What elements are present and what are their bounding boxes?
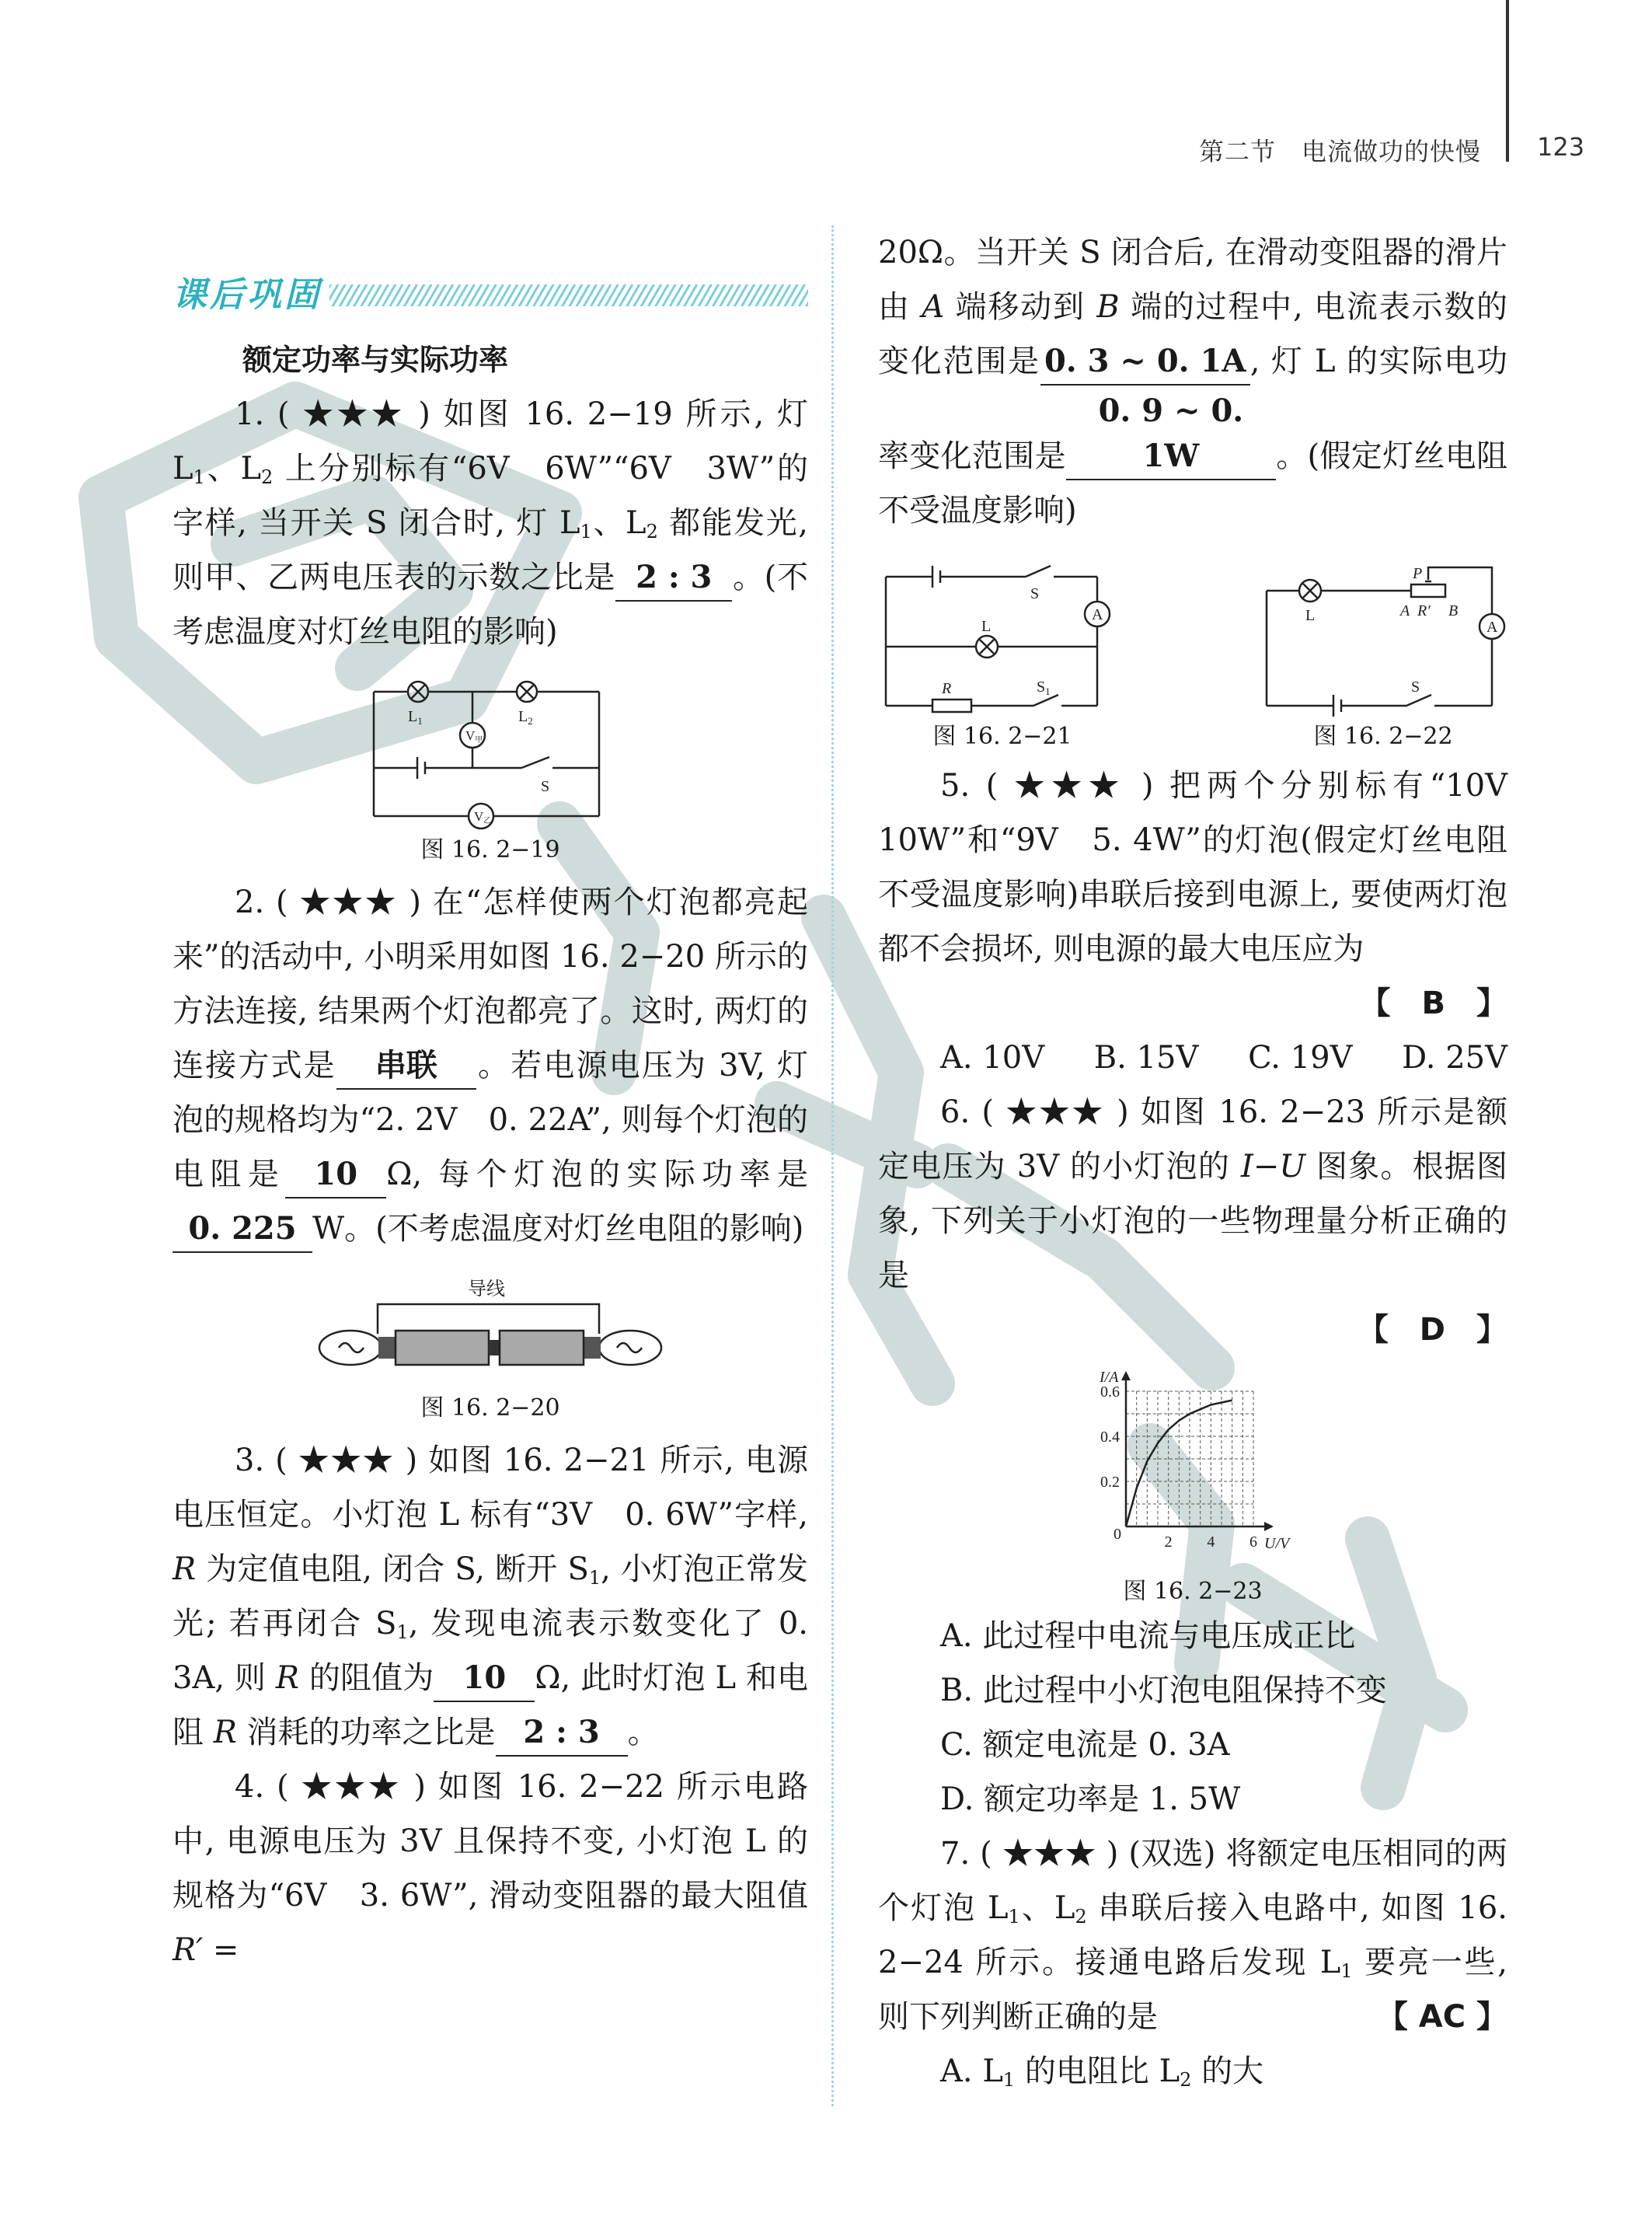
header-section-title: 第二节 电流做功的快慢: [1198, 137, 1481, 166]
subsection-title: 额定功率与实际功率: [242, 343, 509, 377]
q5-option-b: B. 15V: [1093, 1040, 1199, 1076]
label-l2: $L_2$: [518, 708, 533, 727]
circuit-diagram-19: [366, 675, 615, 830]
label-lamp: L: [1305, 607, 1316, 624]
q1-text: 1. ( ★★★ ) 如图 16. 2−19 所示, 灯 L: [173, 396, 808, 487]
y-tick-label: 0.6: [1100, 1383, 1120, 1401]
q3-text: 。: [627, 1715, 659, 1750]
figure-16-2-23: [878, 1362, 1507, 1609]
column-divider: [831, 225, 834, 2106]
label-v-yi: V乙: [474, 809, 492, 825]
q4-answer-power: 0. 9 ~ 0. 1W: [1066, 389, 1276, 480]
label-switch-s: S: [1030, 585, 1040, 602]
q2-answer-power: 0. 225: [173, 1206, 312, 1253]
q7-text: 串联后接入电路中, 如图 16. 2−24 所示。接通电路后发现 L: [878, 1890, 1507, 1980]
label-end-b: B: [1448, 602, 1459, 619]
q2-answer-resistance: 10: [285, 1152, 386, 1198]
q1-text: 。(不考虑温度对灯丝电阻的影响): [173, 560, 809, 650]
page-number: 123: [1537, 132, 1585, 162]
q3-text: 消耗的功率之比是: [236, 1715, 496, 1750]
label-switch: S: [541, 778, 550, 795]
q1-sub: 2: [261, 466, 274, 488]
circuit-diagram-22: [1259, 561, 1507, 717]
q7-opt-text: 的电阻比 L: [1015, 2053, 1180, 2089]
q7-opt-text: A. L: [940, 2053, 1003, 2089]
section-decor-bar: [329, 284, 808, 306]
q7-sub: 2: [1075, 1906, 1087, 1928]
q3-symbol-r: R: [173, 1551, 197, 1587]
y-tick-label: 0.2: [1100, 1474, 1120, 1491]
q4-symbol-rprime: R′: [173, 1932, 204, 1968]
label-switch-s1: $S_1$: [1037, 679, 1051, 697]
q4-text: 。(假定灯丝电阻不受温度影响): [878, 438, 1508, 529]
x-axis-arrow: [1264, 1522, 1274, 1531]
caption-fig-20: 图 16. 2−20: [420, 1394, 560, 1422]
q3-answer-resistance: 10: [434, 1656, 535, 1702]
y-axis-arrow: [1121, 1371, 1131, 1380]
figure-16-2-22: [1259, 561, 1507, 754]
label-wire: 导线: [468, 1278, 505, 1300]
q3-text: 3. ( ★★★ ) 如图 16. 2−21 所示, 电源电压恒定。小灯泡 L 标有“3V 0. 6W”字样,: [173, 1443, 808, 1533]
x-tick-label: 6: [1249, 1533, 1257, 1551]
question-7: [878, 1827, 1507, 2044]
question-2: [173, 875, 808, 1256]
q6-option-b: B. 此过程中小灯泡电阻保持不变: [940, 1673, 1387, 1708]
q3-text: 为定值电阻, 闭合 S, 断开 S: [196, 1551, 589, 1587]
label-v-jia: V甲: [465, 728, 483, 745]
q7-opt-text: 的大: [1191, 2053, 1264, 2089]
x-axis-label: U/V: [1264, 1535, 1290, 1552]
figure-16-2-21: [878, 561, 1127, 754]
q1-text: 、L: [204, 451, 262, 487]
label-slider-p: P: [1413, 565, 1423, 582]
q4-text: 端的过程中, 电流表示数的变化范围是: [878, 289, 1507, 379]
q7-text: 、L: [1019, 1890, 1075, 1926]
y-tick-label: 0.4: [1100, 1429, 1120, 1446]
section-title: 课后巩固: [173, 275, 322, 315]
question-5: 5. ( ★★★ ) 把两个分别标有“10V 10W”和“9V 5. 4W”的灯泡(假定灯丝电阻不受温度影响)串联后接到电源上, 要使两灯泡都不会损坏, 则电源的最大电压应为: [878, 768, 1539, 967]
q3-text: , 发现电流表示数变化了 0. 3A, 则: [173, 1606, 808, 1696]
label-switch: S: [1411, 679, 1420, 696]
label-resistor: R: [942, 680, 952, 697]
figure-16-2-19: [173, 675, 808, 867]
q6-answer: 【 D 】: [1357, 1312, 1507, 1348]
q2-answer-connection: 串联: [336, 1043, 476, 1090]
q7-opt-sub: 1: [1002, 2069, 1016, 2091]
q1-sub: 1: [580, 521, 592, 543]
section-header: [173, 264, 808, 326]
q1-text: 都能发光, 则甲、乙两电压表的示数之比是: [173, 505, 809, 595]
question-4: [173, 1760, 808, 1977]
label-ammeter: A: [1486, 619, 1498, 636]
q4-symbol-b: B: [1096, 289, 1120, 325]
q2-text: Ω, 每个灯泡的实际功率是: [386, 1157, 809, 1192]
x-tick-label: 4: [1207, 1533, 1215, 1551]
q4-text: 4. ( ★★★ ) 如图 16. 2−22 所示电路中, 电源电压为 3V 且保持不变, 小灯泡 L 的规格为“6V 3. 6W”, 滑动变阻器的最大阻值: [173, 1769, 808, 1914]
iu-graph: [1068, 1362, 1317, 1572]
caption-fig-22: 图 16. 2−22: [1313, 723, 1453, 750]
right-column: [878, 225, 1539, 2099]
q6-text: 图象。根据图象, 下列关于小灯泡的一些物理量分析正确的是: [878, 1149, 1508, 1293]
q7-option-a: [878, 2044, 1507, 2099]
q6-option-d: D. 额定功率是 1. 5W: [940, 1781, 1241, 1817]
q5-option-a: A. 10V: [940, 1040, 1045, 1076]
q4-text: , 灯 L 的实际电功率变化范围是: [878, 344, 1508, 474]
q3-sub: 1: [396, 1621, 409, 1643]
q6-iu-symbol: I−U: [1241, 1149, 1306, 1185]
caption-fig-23: 图 16. 2−23: [1123, 1578, 1263, 1605]
q3-text: Ω, 此时灯泡 L 和电阻: [173, 1660, 808, 1750]
y-axis-label: I/A: [1100, 1369, 1119, 1386]
q4-text: =: [203, 1932, 239, 1968]
q2-text: W。(不考虑温度对灯丝电阻的影响): [312, 1211, 804, 1247]
q5-option-c: C. 19V: [1248, 1040, 1353, 1076]
label-rprime: R′: [1417, 602, 1431, 619]
q1-text: 上分别标有“6V 6W”“6V 3W”的字样, 当开关 S 闭合时, 灯 L: [173, 451, 809, 541]
bulbs-battery-diagram: [312, 1272, 669, 1388]
question-4-continued: [878, 225, 1507, 538]
x-tick-label: 2: [1164, 1533, 1173, 1551]
q7-text: 要亮一些, 则下列判断正确的是: [878, 1945, 1508, 2035]
origin-label: 0: [1114, 1526, 1121, 1543]
q4-text: 端移动到: [944, 289, 1097, 325]
question-1: [173, 387, 808, 659]
q3-sub: 1: [588, 1567, 601, 1589]
q3-symbol-r: R: [275, 1660, 299, 1696]
question-3: [173, 1433, 808, 1760]
label-lamp: L: [981, 618, 992, 635]
figure-pair-21-22: [878, 561, 1507, 754]
q7-text: 7. ( ★★★ ) (双选) 将额定电压相同的两个灯泡 L: [878, 1836, 1507, 1926]
header-divider: [1506, 0, 1509, 162]
q7-answer: 【 AC 】: [1376, 1999, 1507, 2035]
label-l1: $L_1$: [408, 708, 423, 727]
q7-sub: 1: [1008, 1906, 1020, 1928]
q1-sub: 1: [193, 466, 205, 488]
q1-answer: 2 : 3: [615, 555, 732, 602]
q2-text: 。若电源电压为 3V, 灯泡的规格均为“2. 2V 0. 22A”, 则每个灯泡的电阻是: [173, 1048, 808, 1192]
q5-options: [878, 1031, 1507, 1085]
q1-text: 、L: [591, 505, 647, 541]
q5-answer: 【 B 】: [1359, 986, 1507, 1021]
label-end-a: A: [1400, 602, 1410, 619]
q3-answer-ratio: 2 : 3: [496, 1710, 628, 1757]
q6-option-a: A. 此过程中电流与电压成正比: [940, 1618, 1356, 1654]
q5-option-d: D. 25V: [1402, 1040, 1507, 1076]
q3-text: , 小灯泡正常发光; 若再闭合 S: [173, 1551, 808, 1642]
caption-fig-19: 图 16. 2−19: [420, 836, 560, 864]
q3-text: 的阻值为: [299, 1660, 434, 1696]
question-6: [878, 1085, 1507, 1303]
q6-option-c: C. 额定电流是 0. 3A: [940, 1727, 1230, 1763]
left-column: [173, 225, 808, 1977]
circuit-diagram-21: [878, 561, 1127, 717]
q7-opt-sub: 2: [1180, 2069, 1192, 2091]
q7-sub: 1: [1340, 1960, 1353, 1982]
q4-symbol-a: A: [922, 289, 945, 325]
label-ammeter: A: [1092, 606, 1103, 623]
q4-answer-current: 0. 3 ~ 0. 1A: [1040, 339, 1250, 386]
q1-sub: 2: [646, 521, 658, 543]
q3-symbol-r: R: [213, 1715, 237, 1750]
q4-text: 20Ω。当开关 S 闭合后, 在滑动变阻器的滑片由: [878, 235, 1507, 325]
figure-16-2-20: [173, 1272, 808, 1425]
q6-text: 6. ( ★★★ ) 如图 16. 2−23 所示是额定电压为 3V 的小灯泡的: [878, 1094, 1507, 1185]
q2-text: 2. ( ★★★ ) 在“怎样使两个灯泡都亮起来”的活动中, 小明采用如图 16. 2−20 所示的方法连接, 结果两个灯泡都亮了。这时, 两灯的连接方式是: [173, 884, 808, 1083]
caption-fig-21: 图 16. 2−21: [932, 723, 1072, 750]
